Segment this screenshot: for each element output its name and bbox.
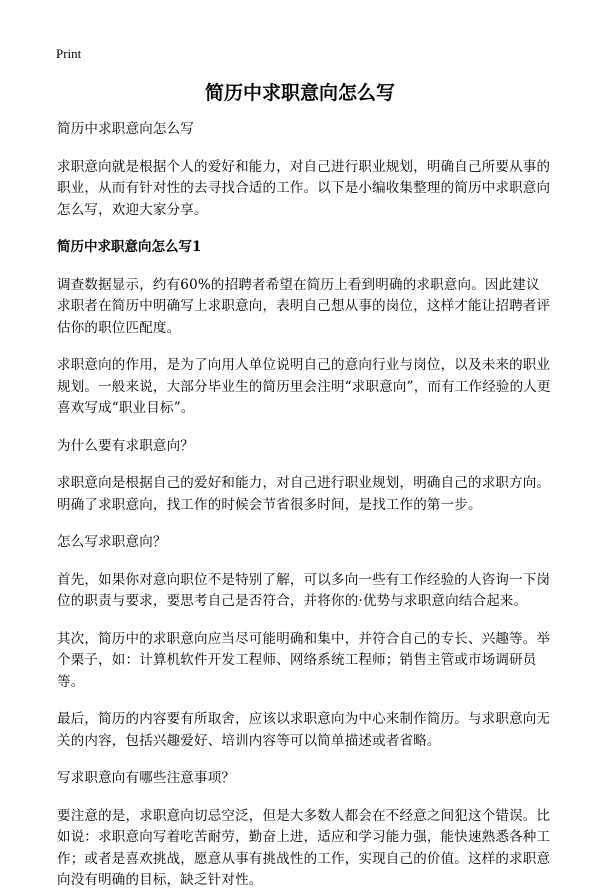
- question-heading-2: 怎么写求职意向？: [57, 534, 167, 550]
- paragraph-5: 其次，简历中的求职意向应当尽可能明确和集中，并符合自己的专长、兴趣等。举个栗子，如：计算机软件开发工程师、网络系统工程师；销售主管或市场调研员等。: [57, 630, 551, 690]
- paragraph-7: 要注意的是，求职意向切忌空泛，但是大多数人都会在不经意之间犯这个错误。比如说：求职意向写着吃苦耐劳，勤奋上进，适应和学习能力强，能快速熟悉各种工作；或者是喜欢挑战，愿意从事有挑战性的工作，实现自己的价值。这样的求职意向没有明确的目标，缺乏针对性。: [57, 807, 551, 888]
- question-heading-3: 写求职意向有哪些注意事项？: [57, 770, 236, 786]
- section-heading-1: 简历中求职意向怎么写1: [57, 239, 202, 255]
- article-body: [57, 119, 552, 892]
- question-heading-1: 为什么要有求职意向？: [57, 437, 194, 454]
- print-link[interactable]: Print: [56, 46, 82, 61]
- paragraph-3: 求职意向是根据自己的爱好和能力，对自己进行职业规划，明确自己的求职方向。明确了求职意向，找工作的时候会节省很多时间，是找工作的第一步。: [57, 475, 551, 513]
- intro-heading: 简历中求职意向怎么写: [57, 121, 194, 137]
- intro-paragraph: 求职意向就是根据个人的爱好和能力，对自己进行职业规划，明确自己所要从事的职业，从而有针对性的去寻找合适的工作。以下是小编收集整理的简历中求职意向怎么写，欢迎大家分享。: [57, 158, 551, 218]
- paragraph-2: 求职意向的作用，是为了向用人单位说明自己的意向行业与岗位，以及未来的职业规划。一般来说，大部分毕业生的简历里会注明“求职意向”，而有工作经验的人更喜欢写成“职业目标”。: [57, 357, 551, 416]
- paragraph-6: 最后，简历的内容要有所取舍，应该以求职意向为中心来制作简历。与求职意向无关的内容，包括兴趣爱好、培训内容等可以简单描述或者省略。: [57, 711, 551, 749]
- paragraph-4: 首先，如果你对意向职位不是特别了解，可以多向一些有工作经验的人咨询一下岗位的职责与要求，要思考自己是否符合，并将你的·优势与求职意向结合起来。: [57, 571, 551, 609]
- paragraph-1: 调查数据显示，约有60%的招聘者希望在简历上看到明确的求职意向。因此建议求职者在简历中明确写上求职意向，表明自己想从事的岗位，这样才能让招聘者评估你的职位匹配度。: [57, 276, 551, 336]
- page-title: 简历中求职意向怎么写: [204, 82, 395, 104]
